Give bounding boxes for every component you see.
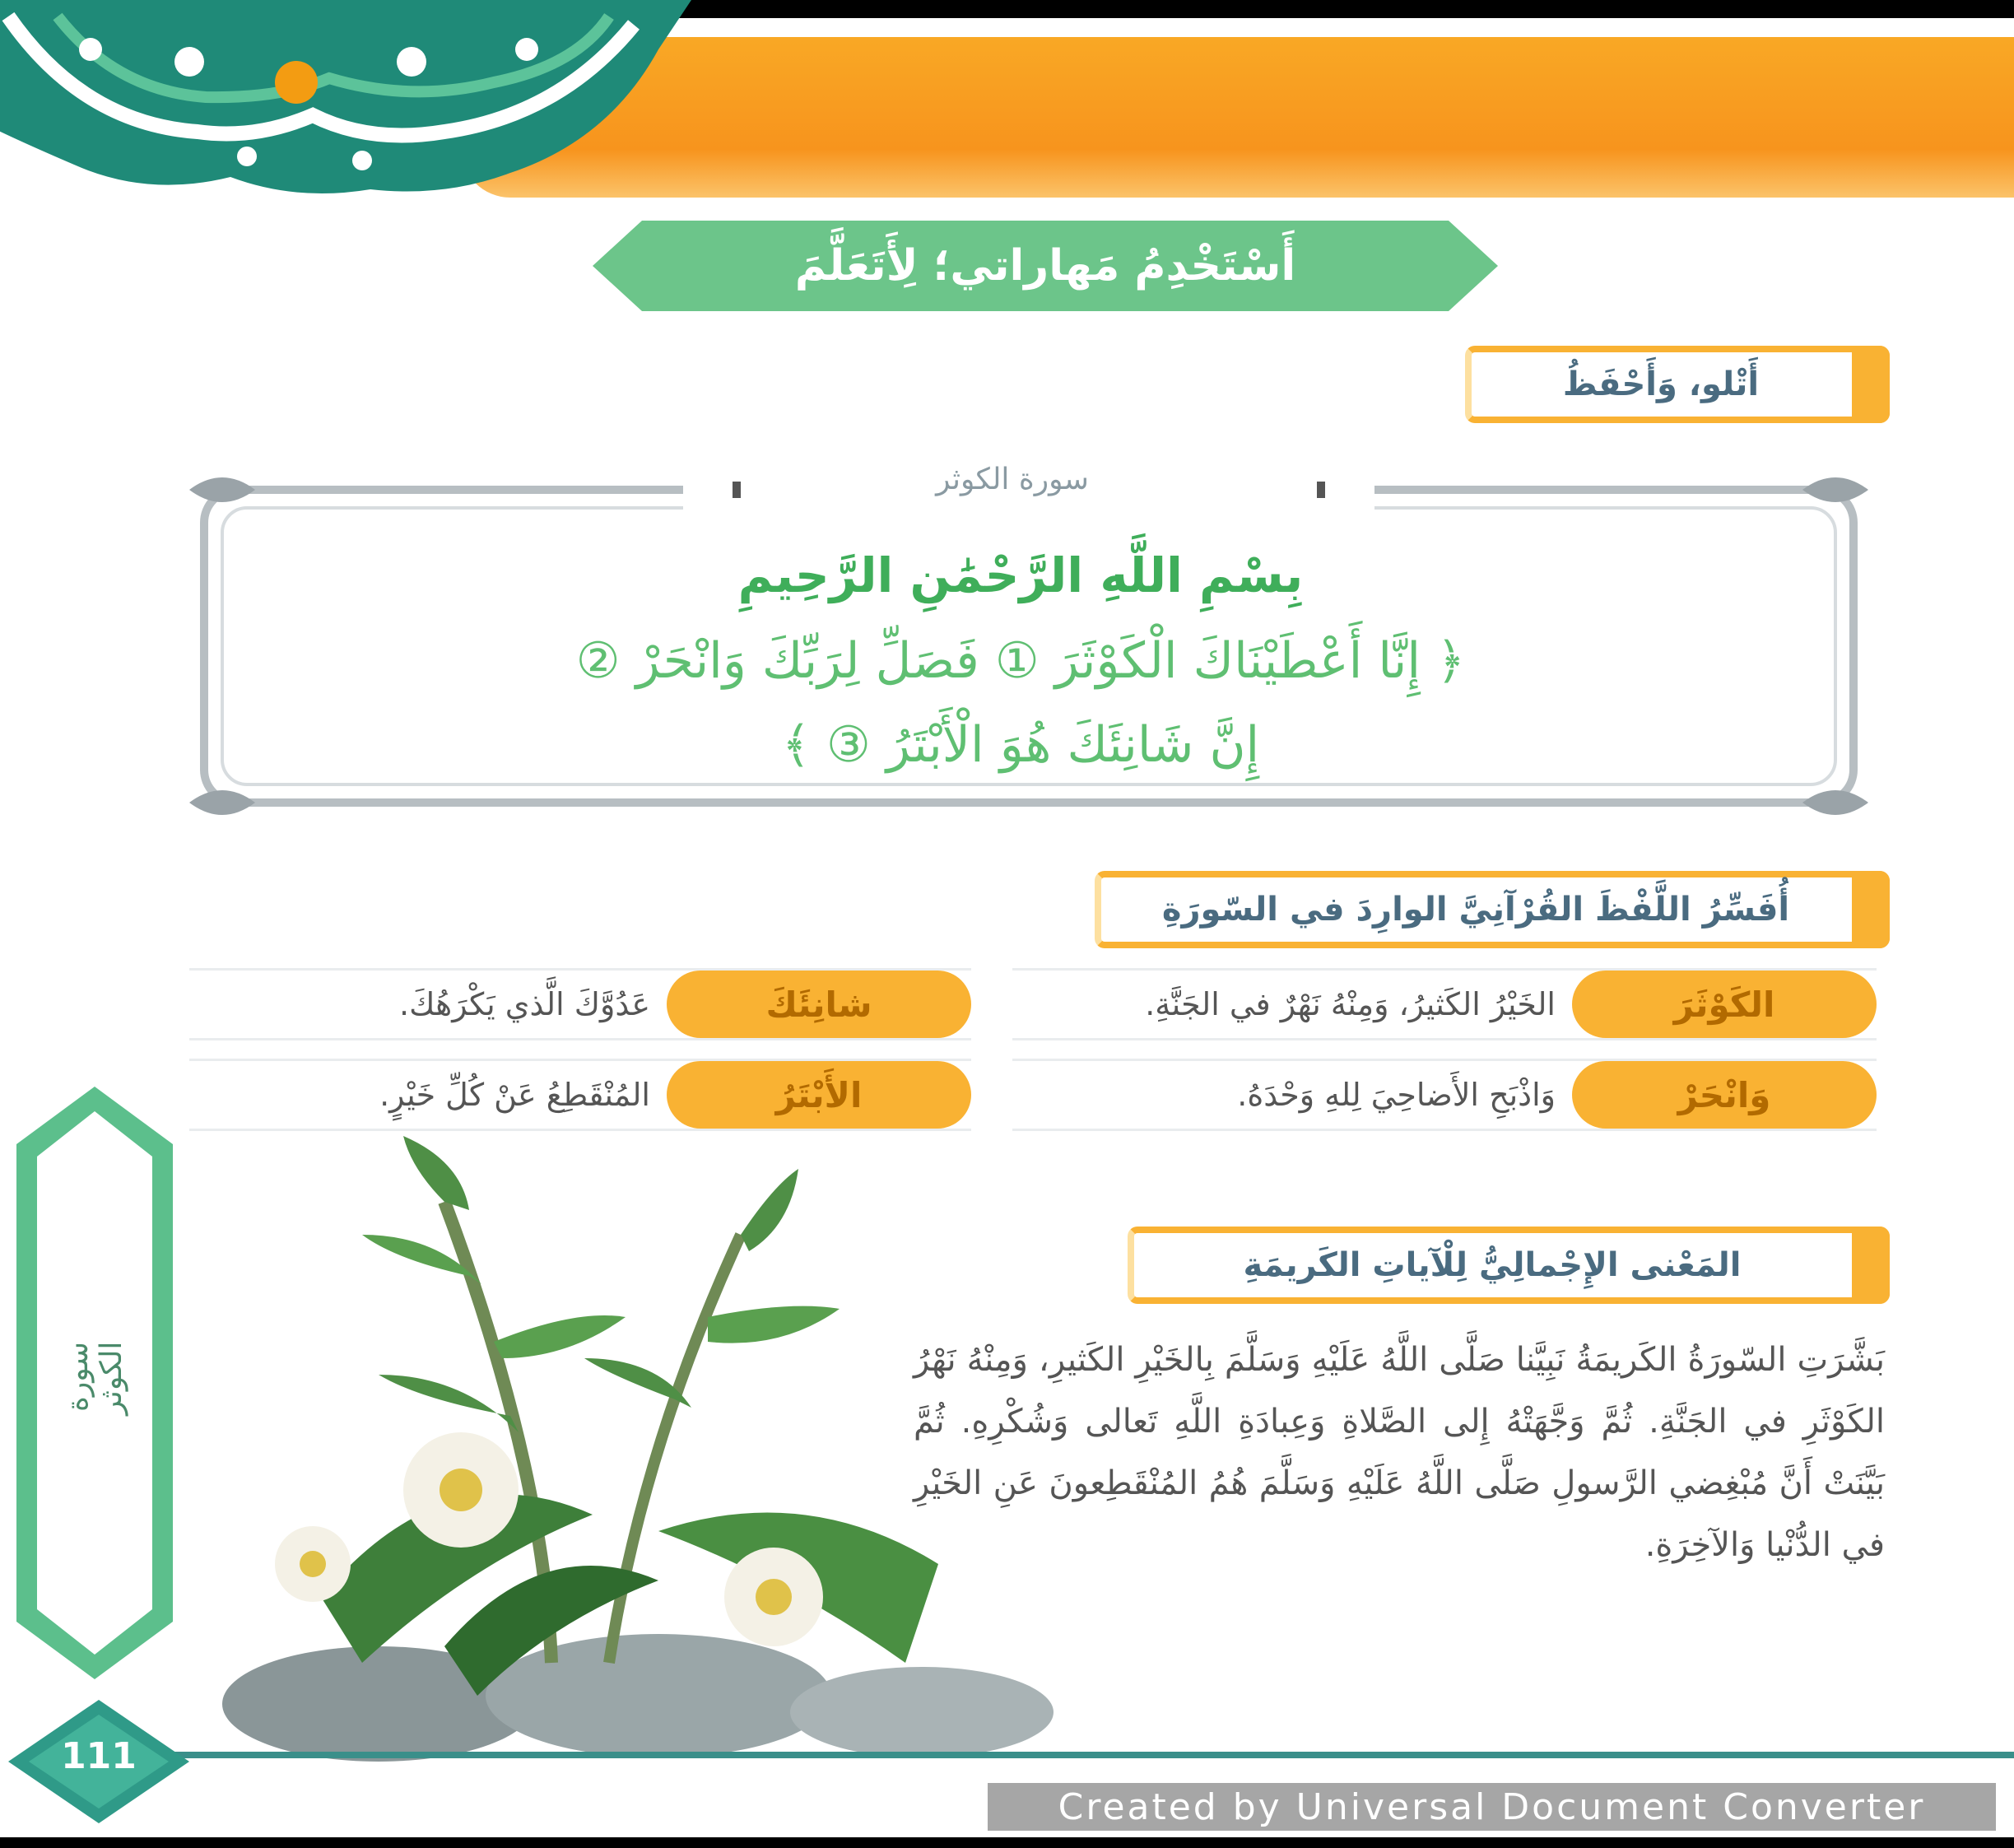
page-title: أَسْتَخْدِمُ مَهاراتي؛ لِأَتَعَلَّمَ xyxy=(794,241,1296,291)
bottom-divider xyxy=(148,1752,2014,1758)
vocab-row xyxy=(1012,968,1877,1040)
vocab-term: شانِئَكَ xyxy=(667,971,971,1038)
section-heading-recite-label: أَتْلو، وَأَحْفَظُ xyxy=(1562,365,1760,403)
vocab-definition: عَدُوَّكَ الَّذي يَكْرَهُكَ. xyxy=(399,986,650,1022)
header-orange-band xyxy=(461,37,2014,198)
bottom-black-bar xyxy=(0,1837,2014,1848)
section-heading-vocab xyxy=(1095,871,1890,948)
vocab-term: الكَوْثَرَ xyxy=(1572,971,1877,1038)
page-number: 111 xyxy=(61,1735,137,1777)
section-heading-vocab-label: أُفَسِّرُ اللَّفْظَ القُرْآنِيَّ الوارِدَ في السّورَةِ xyxy=(1161,891,1790,929)
vocab-term: الأَبْتَرُ xyxy=(667,1061,971,1129)
basmala: بِسْمِ اللَّهِ الرَّحْمَٰنِ الرَّحِيمِ xyxy=(737,547,1304,603)
ayah-line-2: إِنَّ شَانِئَكَ هُوَ الْأَبْتَرُ ③ ﴾ xyxy=(781,716,1260,774)
side-label: سورة الكوثر xyxy=(61,1342,128,1416)
vocab-definition: المُنْقَطِعُ عَنْ كُلِّ خَيْرٍ. xyxy=(379,1077,650,1113)
watermark: Created by Universal Document Converter xyxy=(988,1783,1996,1831)
islamic-ornament-icon xyxy=(0,0,691,206)
vocab-term: وَانْحَرْ xyxy=(1572,1061,1877,1129)
vocab-definition: وَاذْبَحِ الأَضاحِيَ لِلهِ وَحْدَهُ. xyxy=(1237,1077,1556,1113)
section-heading-recite xyxy=(1465,346,1890,423)
section-heading-meaning-label: المَعْنى الإِجْمالِيُّ لِلْآياتِ الكَريمَةِ xyxy=(1243,1246,1742,1284)
vocab-row xyxy=(189,968,971,1040)
meaning-paragraph: بَشَّرَتِ السّورَةُ الكَريمَةُ نَبِيَّنا صَلَّى اللَّهُ عَلَيْهِ وَسَلَّمَ بِالخَيْرِ الكَثيرِ، وَمِنْهُ نَهْرُ الكَوْثَرِ في الجَنَّةِ. ثُمَّ وَجَّهَتْهُ إِلى الصَّلاةِ وَعِبادَةِ اللَّهِ تَعالى وَشُكْرِهِ. ثُمَّ بَيَّنَتْ أَنَّ مُبْغِضي الرَّسولِ صَلَّى اللَّهُ عَلَيْهِ وَسَلَّمَ هُمُ المُنْقَطِعونَ عَنِ الخَيْرِ في الدُّنْيا وَالآخِرَةِ. xyxy=(914,1341,1885,1564)
surah-name: سورة الكوثر xyxy=(936,463,1089,496)
section-heading-meaning xyxy=(1128,1227,1890,1304)
plant-illustration-icon xyxy=(198,1136,1070,1770)
ayah-line-1: ﴿ إِنَّا أَعْطَيْنَاكَ الْكَوْثَرَ ① فَصَلِّ لِرَبِّكَ وَانْحَرْ ② xyxy=(575,632,1466,690)
vocab-row xyxy=(189,1059,971,1131)
vocab-definition: الخَيْرُ الكَثيرُ، وَمِنْهُ نَهْرٌ في الجَنَّةِ. xyxy=(1145,986,1556,1022)
vocab-row xyxy=(1012,1059,1877,1131)
